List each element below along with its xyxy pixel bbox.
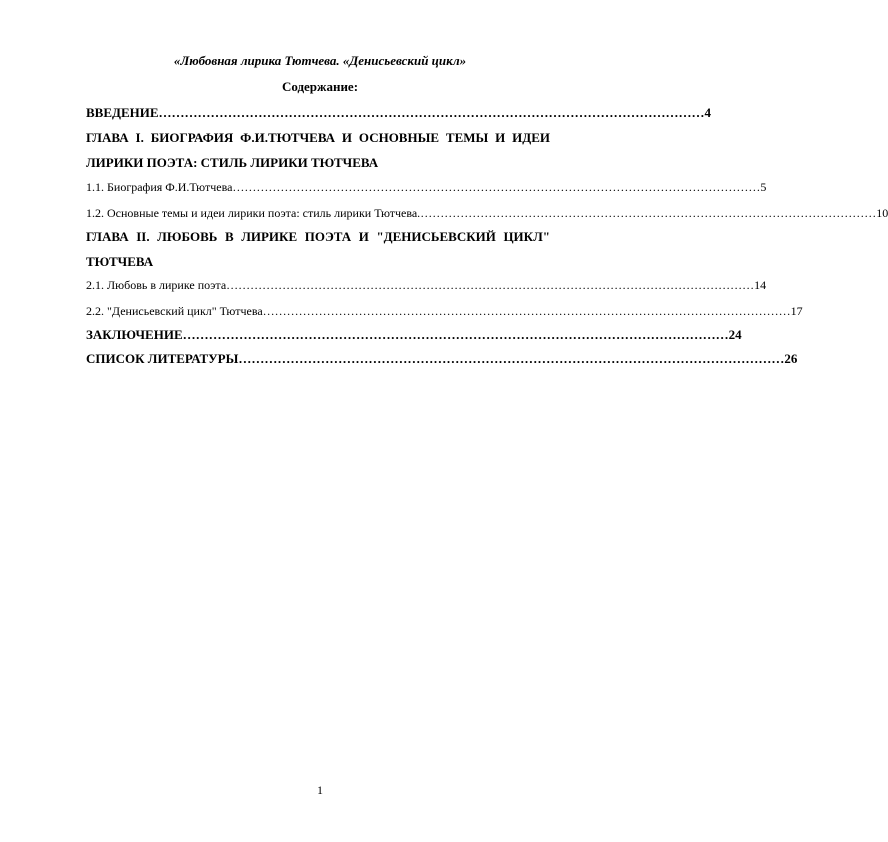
toc-entry-page: 10 bbox=[876, 206, 888, 220]
toc-entry-label: ВВЕДЕНИЕ bbox=[86, 105, 159, 120]
toc-entry-label: 2.2. "Денисьевский цикл" Тютчева bbox=[86, 304, 263, 318]
toc-entry-section-1-1[interactable] bbox=[86, 180, 767, 195]
toc-entry-conclusion[interactable] bbox=[86, 327, 742, 343]
toc-entry-chapter-1[interactable]: ГЛАВА I. БИОГРАФИЯ Ф.И.ТЮТЧЕВА И ОСНОВНЫЕ ТЕМЫ И ИДЕИ ЛИРИКИ ПОЭТА: СТИЛЬ ЛИРИКИ ТЮТЧЕВА bbox=[86, 130, 550, 170]
toc-entry-label: 1.1. Биография Ф.И.Тютчева bbox=[86, 180, 233, 194]
toc-leader-dots: …………………………………………………………………………………………………………………… bbox=[232, 180, 761, 194]
toc-leader-dots: ……………………………………………………………………………………………………………… bbox=[238, 351, 785, 366]
toc-leader-dots: …………………………………………………………………………………………………… bbox=[420, 206, 877, 220]
document-title: «Любовная лирика Тютчева. «Денисьевский цикл» bbox=[173, 53, 467, 68]
toc-entry-section-1-2[interactable] bbox=[86, 206, 888, 221]
toc-entry-page: 14 bbox=[754, 278, 767, 292]
toc-entry-label: ЗАКЛЮЧЕНИЕ bbox=[86, 327, 183, 342]
toc-entry-chapter-2[interactable]: ГЛАВА II. ЛЮБОВЬ В ЛИРИКЕ ПОЭТА И "ДЕНИСЬЕВСКИЙ ЦИКЛ" ТЮТЧЕВА bbox=[86, 229, 550, 269]
toc-entry-label: СПИСОК ЛИТЕРАТУРЫ bbox=[86, 351, 239, 366]
toc-leader-dots: …………………………………………………………………………………………………………………… bbox=[226, 278, 755, 292]
toc-entry-intro[interactable] bbox=[86, 105, 712, 121]
toc-leader-dots: ……………………………………………………………………………………………………………… bbox=[182, 327, 729, 342]
toc-entry-bibliography[interactable] bbox=[86, 351, 798, 367]
toc-entry-page: 17 bbox=[790, 304, 803, 318]
toc-entry-page: 4 bbox=[704, 105, 712, 120]
toc-entry-section-2-2[interactable] bbox=[86, 304, 803, 319]
toc-entry-label: 2.1. Любовь в лирике поэта bbox=[86, 278, 227, 292]
toc-entry-label: 1.2. Основные темы и идеи лирики поэта: стиль лирики Тютчева. bbox=[86, 206, 421, 220]
toc-entry-page: 5 bbox=[760, 180, 767, 194]
toc-entry-section-2-1[interactable] bbox=[86, 278, 767, 293]
toc-leader-dots: …………………………………………………………………………………………………………………… bbox=[262, 304, 791, 318]
page-number: 1 bbox=[317, 783, 323, 797]
toc-entry-page: 26 bbox=[784, 351, 798, 366]
toc-leader-dots: ……………………………………………………………………………………………………………… bbox=[158, 105, 705, 120]
toc-heading: Содержание: bbox=[281, 79, 359, 94]
toc-entry-page: 24 bbox=[728, 327, 742, 342]
